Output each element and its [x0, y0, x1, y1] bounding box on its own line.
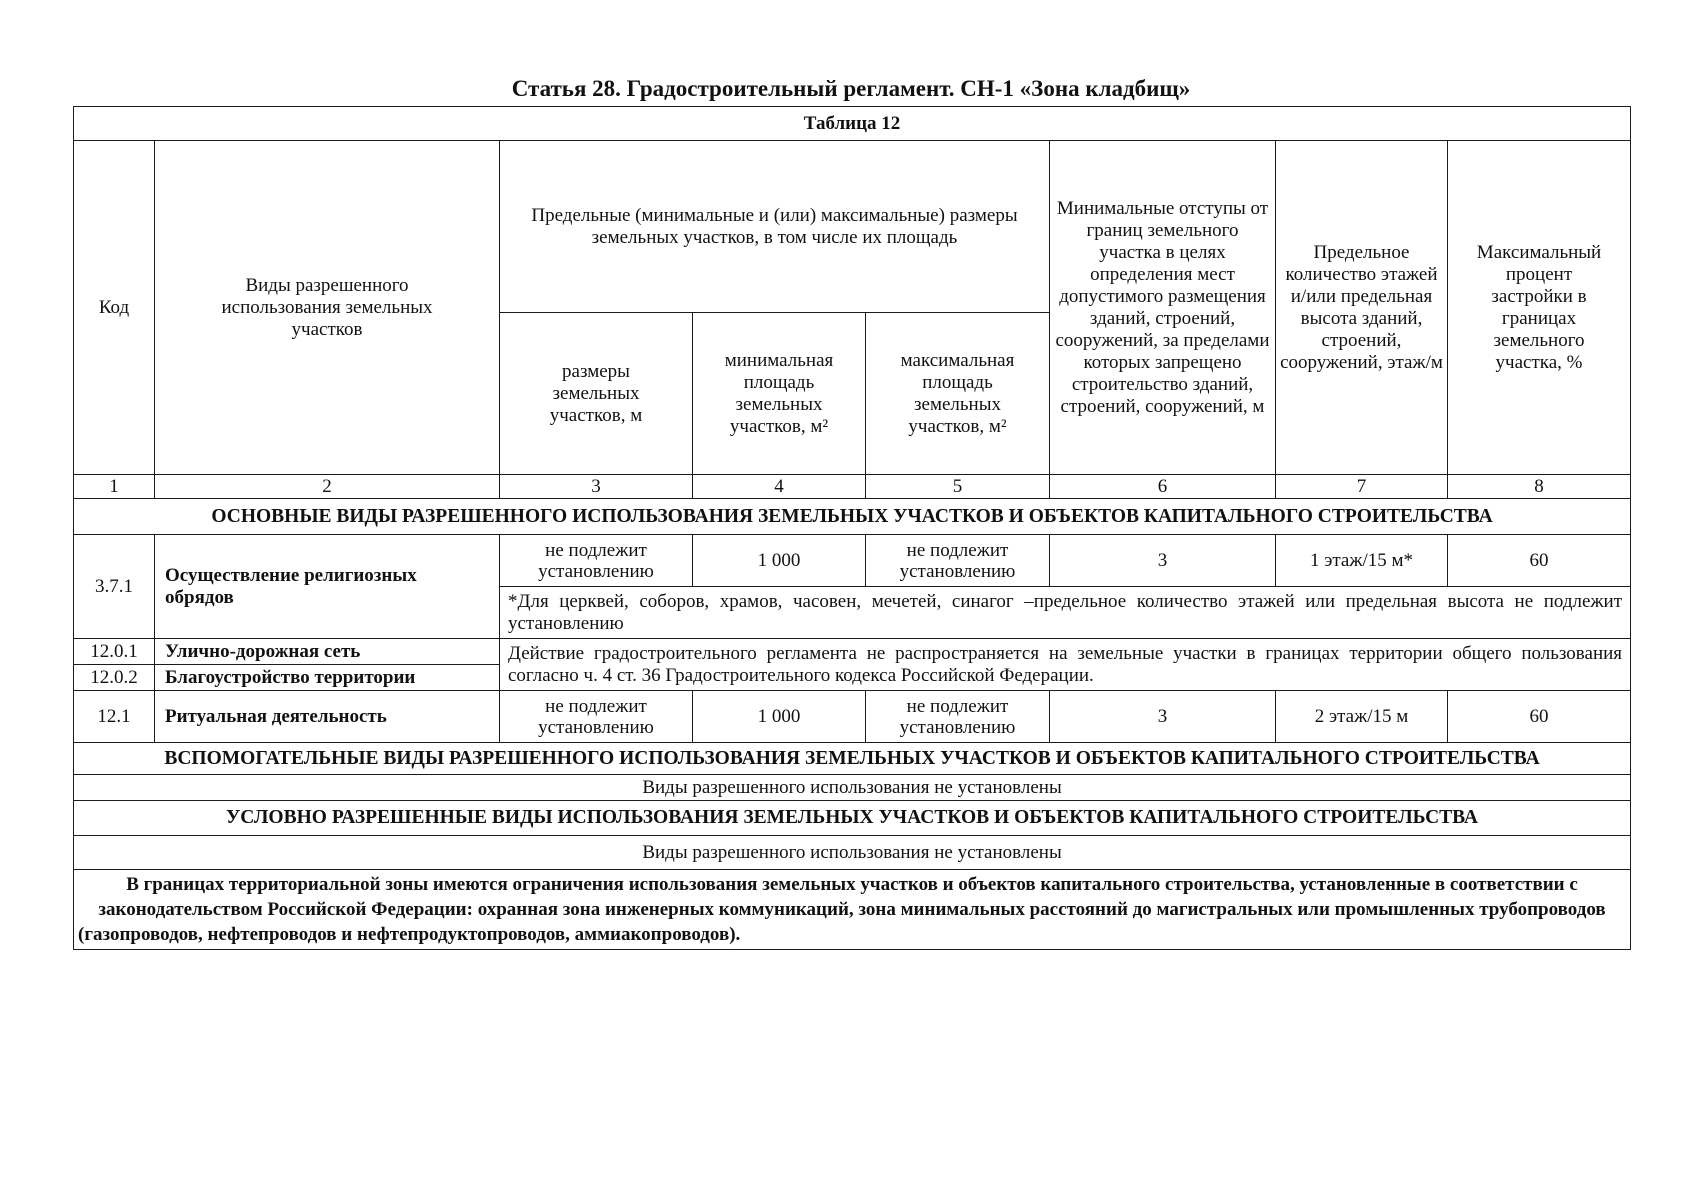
table-row: [74, 691, 1631, 743]
regulation-table: [73, 106, 1631, 950]
row-code: 12.0.2: [74, 665, 155, 691]
row-use-name: Ритуальная деятельность: [155, 691, 500, 743]
section-note-auxiliary: Виды разрешенного использования не установлены: [74, 775, 1631, 801]
section-heading-main: ОСНОВНЫЕ ВИДЫ РАЗРЕШЕННОГО ИСПОЛЬЗОВАНИЯ ЗЕМЕЛЬНЫХ УЧАСТКОВ И ОБЪЕКТОВ КАПИТАЛЬНОГО СТРОИТЕЛЬСТВА: [74, 499, 1631, 535]
row-regulation-note: Действие градостроительного регламента не распространяется на земельные участки в границах территории общего пользования согласно ч. 4 ст. 36 Градостроительного кодекса Российской Федерации.: [500, 639, 1631, 691]
header-sizes: размеры земельных участков, м: [500, 313, 693, 475]
column-number: 8: [1448, 475, 1631, 499]
row-coverage: 60: [1448, 691, 1631, 743]
header-max-area: максимальная площадь земельных участков, м²: [866, 313, 1050, 475]
row-code: 12.1: [74, 691, 155, 743]
header-setbacks: Минимальные отступы от границ земельного участка в целях определения мест допустимого размещения зданий, строений, сооружений, за пределами которых запрещено строительство зданий, строений, сооружений, м: [1050, 141, 1276, 475]
restrictions-note: В границах территориальной зоны имеются ограничения использования земельных участков и объектов капитального строительства, установленные в соответствии с законодательством Российской Федерации: охранная зона инженерных коммуникаций, зона минимальных расстояний до магистральных или промышленных трубопроводов (газопроводов, нефтепроводов и нефтепродуктопроводов, аммиакопроводов).: [74, 870, 1631, 950]
row-coverage: 60: [1448, 535, 1631, 587]
column-number: 7: [1276, 475, 1448, 499]
row-use-name: Благоустройство территории: [155, 665, 500, 691]
section-note-row: [74, 775, 1631, 801]
row-footnote: *Для церквей, соборов, храмов, часовен, мечетей, синагог –предельное количество этажей или предельная высота не подлежит установлению: [500, 587, 1631, 639]
row-setback: 3: [1050, 535, 1276, 587]
row-code: 12.0.1: [74, 639, 155, 665]
header-coverage: Максимальный процент застройки в границах земельного участка, %: [1448, 141, 1631, 475]
row-max-area: не подлежит установлению: [866, 535, 1050, 587]
row-floors: 2 этаж/15 м: [1276, 691, 1448, 743]
row-sizes: не подлежит установлению: [500, 535, 693, 587]
table-row: [74, 639, 1631, 665]
table-number-row: [74, 107, 1631, 141]
column-number-row: [74, 475, 1631, 499]
restrictions-row: [74, 870, 1631, 950]
header-row: [74, 141, 1631, 313]
row-min-area: 1 000: [693, 691, 866, 743]
section-row-conditional: [74, 801, 1631, 836]
row-min-area: 1 000: [693, 535, 866, 587]
column-number: 6: [1050, 475, 1276, 499]
table-row: [74, 535, 1631, 587]
row-sizes: не подлежит установлению: [500, 691, 693, 743]
section-heading-auxiliary: ВСПОМОГАТЕЛЬНЫЕ ВИДЫ РАЗРЕШЕННОГО ИСПОЛЬЗОВАНИЯ ЗЕМЕЛЬНЫХ УЧАСТКОВ И ОБЪЕКТОВ КАПИТАЛЬНОГО СТРОИТЕЛЬСТВА: [74, 743, 1631, 775]
row-max-area: не подлежит установлению: [866, 691, 1050, 743]
row-code: 3.7.1: [74, 535, 155, 639]
column-number: 3: [500, 475, 693, 499]
header-floors: Предельное количество этажей и/или предельная высота зданий, строений, сооружений, этаж/м: [1276, 141, 1448, 475]
header-use-type: Виды разрешенного использования земельных участков: [155, 141, 500, 475]
section-note-conditional: Виды разрешенного использования не установлены: [74, 836, 1631, 870]
column-number: 4: [693, 475, 866, 499]
header-min-area: минимальная площадь земельных участков, м²: [693, 313, 866, 475]
page-title: Статья 28. Градостроительный регламент. СН-1 «Зона кладбищ»: [511, 76, 1191, 101]
row-setback: 3: [1050, 691, 1276, 743]
row-floors: 1 этаж/15 м*: [1276, 535, 1448, 587]
row-use-name: Улично-дорожная сеть: [155, 639, 500, 665]
header-code: Код: [74, 141, 155, 475]
column-number: 2: [155, 475, 500, 499]
header-size-limits: Предельные (минимальные и (или) максимальные) размеры земельных участков, в том числе их площадь: [500, 141, 1050, 313]
row-use-name: Осуществление религиозных обрядов: [155, 535, 500, 639]
table-number: Таблица 12: [74, 107, 1631, 141]
section-row-auxiliary: [74, 743, 1631, 775]
section-note-row: [74, 836, 1631, 870]
column-number: 1: [74, 475, 155, 499]
column-number: 5: [866, 475, 1050, 499]
section-row-main: [74, 499, 1631, 535]
section-heading-conditional: УСЛОВНО РАЗРЕШЕННЫЕ ВИДЫ ИСПОЛЬЗОВАНИЯ ЗЕМЕЛЬНЫХ УЧАСТКОВ И ОБЪЕКТОВ КАПИТАЛЬНОГО СТРОИТЕЛЬСТВА: [74, 801, 1631, 836]
